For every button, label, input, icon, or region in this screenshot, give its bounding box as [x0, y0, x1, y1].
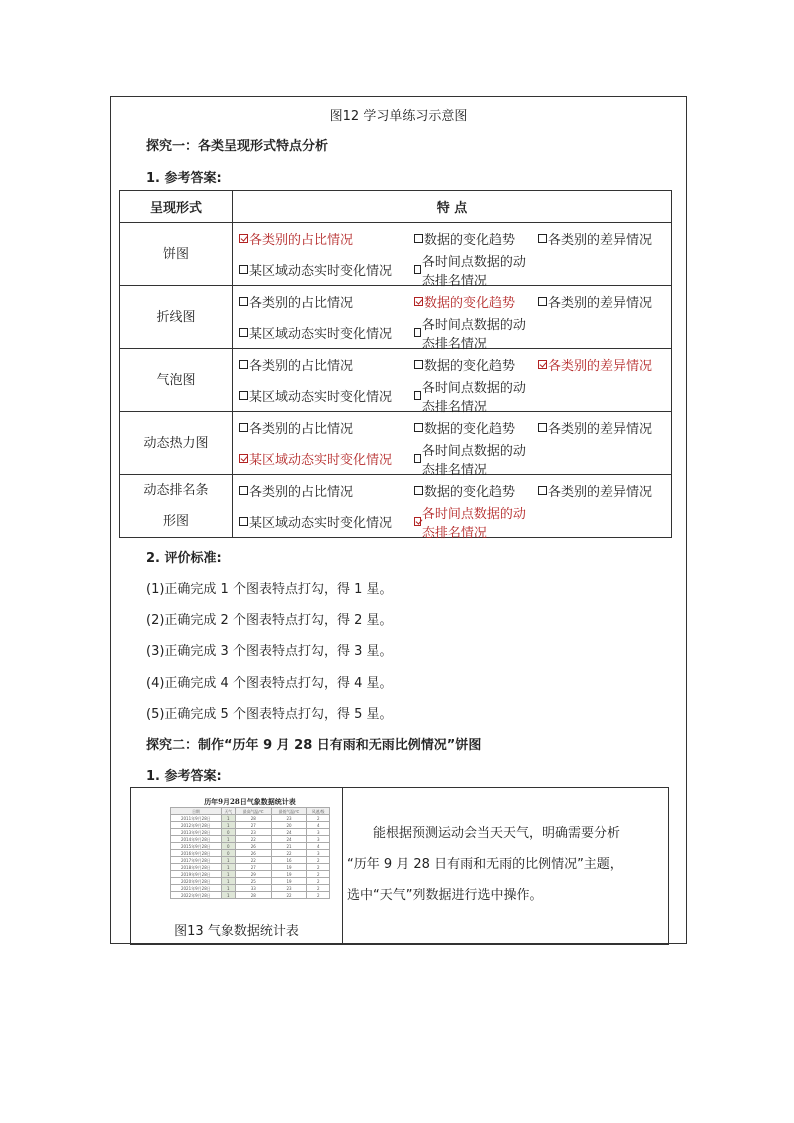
table-row: [120, 475, 672, 538]
table-row: [120, 349, 672, 412]
thumbnail-cell: 19: [271, 871, 307, 878]
thumbnail-cell: 21: [271, 843, 307, 850]
checkbox-icon[interactable]: [239, 486, 248, 495]
thumbnail-cell: 1: [221, 878, 235, 885]
thumbnail-row: [171, 857, 330, 864]
thumbnail-row: [171, 885, 330, 892]
thumbnail-cell: 16: [271, 857, 307, 864]
checked-checkbox-icon[interactable]: [414, 517, 421, 526]
worksheet-frame: [110, 96, 687, 944]
checkbox-icon[interactable]: [414, 265, 421, 274]
section2-answer-label: 1. 参考答案:: [146, 769, 222, 784]
header-features: 特 点: [233, 191, 672, 223]
checkbox-icon[interactable]: [239, 328, 248, 337]
option-label: 某区域动态实时变化情况: [249, 327, 393, 342]
options-line: [233, 286, 671, 317]
option-item[interactable]: [414, 251, 538, 289]
eval-label: 2. 评价标准:: [146, 551, 222, 566]
option-label: 某区域动态实时变化情况: [249, 264, 393, 279]
option-label: 各时间点数据的动态排名情况: [421, 380, 526, 415]
options-line: [233, 443, 671, 478]
options-line: [233, 506, 671, 541]
option-item[interactable]: [414, 377, 538, 415]
option-label: 某区域动态实时变化情况: [249, 516, 393, 531]
options-line: [233, 254, 671, 289]
answer-box: [130, 787, 669, 945]
option-label: 各类别的占比情况: [249, 296, 354, 311]
thumbnail-header-row: [171, 808, 330, 815]
chart-form-cell: [120, 349, 233, 412]
option-item[interactable]: [538, 292, 652, 311]
option-item[interactable]: [414, 292, 538, 311]
option-item[interactable]: [414, 355, 538, 374]
option-item[interactable]: [414, 440, 538, 478]
thumbnail-row: [171, 843, 330, 850]
thumbnail-cell: 0: [221, 829, 235, 836]
thumbnail-cell: 22: [271, 892, 307, 899]
figure-caption: 图13 气象数据统计表: [174, 924, 299, 939]
thumbnail-cell: 2: [307, 885, 330, 892]
checkbox-icon[interactable]: [239, 423, 248, 432]
thumbnail-row: [171, 878, 330, 885]
chart-form-cell: [120, 475, 233, 538]
thumbnail-cell: 2016年9月28日: [171, 850, 222, 857]
option-item[interactable]: [239, 355, 414, 374]
criterion-4: (4)正确完成 4 个图表特点打勾，得 4 星。: [146, 676, 393, 691]
thumbnail-cell: 27: [235, 822, 271, 829]
chart-form-cell: [120, 412, 233, 475]
option-item[interactable]: [239, 481, 414, 500]
thumbnail-cell: 25: [235, 878, 271, 885]
options-line: [233, 223, 671, 254]
chart-form-cell: [120, 286, 233, 349]
option-item[interactable]: [538, 229, 652, 248]
thumbnail-header-cell: 最低气温/℃: [271, 808, 307, 815]
option-item[interactable]: [538, 418, 652, 437]
thumbnail-cell: 2015年9月28日: [171, 843, 222, 850]
thumbnail-cell: 4: [307, 843, 330, 850]
option-item[interactable]: [538, 481, 652, 500]
thumbnail-cell: 3: [307, 829, 330, 836]
option-item[interactable]: [414, 314, 538, 352]
thumbnail-row: [171, 892, 330, 899]
thumbnail-cell: 2020年9月28日: [171, 878, 222, 885]
chart-form-cell: [120, 223, 233, 286]
option-label: 各时间点数据的动态排名情况: [421, 443, 526, 478]
criterion-1: (1)正确完成 1 个图表特点打勾，得 1 星。: [146, 582, 393, 597]
thumbnail-cell: 1: [221, 857, 235, 864]
thumbnail-row: [171, 850, 330, 857]
thumbnail-cell: 2017年9月28日: [171, 857, 222, 864]
options-line: [233, 317, 671, 352]
thumbnail-cell: 2021年9月28日: [171, 885, 222, 892]
thumbnail-row: [171, 829, 330, 836]
thumbnail-cell: 1: [221, 822, 235, 829]
thumbnail-cell: 1: [221, 885, 235, 892]
option-label: 各类别的差异情况: [548, 359, 653, 374]
thumbnail-cell: 2011年9月28日: [171, 815, 222, 822]
thumbnail-cell: 1: [221, 815, 235, 822]
thumbnail-row: [171, 864, 330, 871]
options-line: [233, 412, 671, 443]
thumbnail-cell: 26: [235, 843, 271, 850]
description-line-2: “历年 9 月 28 日有雨和无雨的比例情况”主题，: [347, 857, 623, 872]
table-header-row: [120, 191, 672, 223]
section2-heading: 探究二：制作“历年 9 月 28 日有雨和无雨比例情况”饼图: [146, 738, 482, 753]
criterion-5: (5)正确完成 5 个图表特点打勾，得 5 星。: [146, 707, 393, 722]
options-cell: [233, 349, 672, 415]
option-label: 数据的变化趋势: [424, 296, 516, 311]
thumbnail-cell: 1: [221, 836, 235, 843]
thumbnail-cell: 2: [307, 815, 330, 822]
thumbnail-title: 历年9月28日气象数据统计表: [204, 797, 296, 806]
thumbnail-cell: 20: [271, 822, 307, 829]
thumbnail-row: [171, 836, 330, 843]
checkbox-icon[interactable]: [414, 234, 423, 243]
thumbnail-cell: 2: [307, 892, 330, 899]
thumbnail-header-cell: 日期: [171, 808, 222, 815]
option-label: 各类别的占比情况: [249, 485, 354, 500]
checkbox-icon[interactable]: [239, 517, 248, 526]
option-label: 数据的变化趋势: [424, 422, 516, 437]
description-cell: [343, 788, 668, 944]
checked-checkbox-icon[interactable]: [414, 297, 423, 306]
option-label: 各类别的差异情况: [548, 233, 653, 248]
option-item[interactable]: [414, 229, 538, 248]
option-label: 各时间点数据的动态排名情况: [421, 506, 526, 541]
option-label: 各类别的差异情况: [548, 422, 653, 437]
thumbnail-cell: 22: [271, 850, 307, 857]
thumbnail-cell: 2022年9月28日: [171, 892, 222, 899]
checkbox-icon[interactable]: [414, 454, 421, 463]
thumbnail-cell: 3: [307, 850, 330, 857]
thumbnail-cell: 2: [307, 878, 330, 885]
weather-table-thumbnail: [170, 796, 330, 908]
thumbnail-cell: 28: [235, 892, 271, 899]
chart-form-label: 动态排名条: [143, 483, 209, 498]
checkbox-icon[interactable]: [538, 486, 547, 495]
thumbnail-cell: 2014年9月28日: [171, 836, 222, 843]
option-label: 各类别的占比情况: [249, 422, 354, 437]
thumbnail-cell: 22: [235, 857, 271, 864]
options-cell: [233, 475, 672, 541]
option-label: 各时间点数据的动态排名情况: [421, 317, 526, 352]
options-line: [233, 475, 671, 506]
thumbnail-cell: 4: [307, 822, 330, 829]
thumbnail-cell: 0: [221, 843, 235, 850]
thumbnail-cell: 23: [235, 829, 271, 836]
options-line: [233, 349, 671, 380]
checkbox-icon[interactable]: [414, 360, 423, 369]
thumbnail-cell: 0: [221, 850, 235, 857]
section1-answer-label: 1. 参考答案:: [146, 171, 222, 186]
checkbox-icon[interactable]: [414, 328, 421, 337]
thumbnail-cell: 2018年9月28日: [171, 864, 222, 871]
section1-heading: 探究一：各类呈现形式特点分析: [146, 139, 329, 154]
option-item[interactable]: [414, 418, 538, 437]
figure-title: 图12 学习单练习示意图: [329, 109, 468, 124]
thumbnail-cell: 2012年9月28日: [171, 822, 222, 829]
thumbnail-cell: 2: [307, 871, 330, 878]
checked-checkbox-icon[interactable]: [239, 234, 248, 243]
table-row: [120, 286, 672, 349]
thumbnail-cell: 2: [307, 864, 330, 871]
thumbnail-header-cell: 风速/级: [307, 808, 330, 815]
option-label: 各类别的差异情况: [548, 296, 653, 311]
thumbnail-cell: 2: [307, 857, 330, 864]
option-item[interactable]: [239, 418, 414, 437]
header-form: 呈现形式: [120, 191, 233, 223]
criterion-2: (2)正确完成 2 个图表特点打勾，得 2 星。: [146, 613, 393, 628]
thumbnail-cell: 27: [235, 864, 271, 871]
thumbnail-cell: 1: [221, 864, 235, 871]
option-label: 各类别的占比情况: [249, 233, 354, 248]
thumbnail-row: [171, 822, 330, 829]
thumbnail-cell: 28: [235, 815, 271, 822]
checkbox-icon[interactable]: [414, 423, 423, 432]
option-label: 各类别的差异情况: [548, 485, 653, 500]
thumbnail-cell: 33: [235, 885, 271, 892]
thumbnail-cell: 22: [235, 836, 271, 843]
description-line-3: 选中“天气”列数据进行选中操作。: [347, 888, 543, 903]
chart-form-label: 动态热力图: [143, 435, 209, 451]
option-item[interactable]: [414, 503, 538, 541]
option-label: 某区域动态实时变化情况: [249, 453, 393, 468]
figure-cell: [131, 788, 343, 944]
checkbox-icon[interactable]: [239, 391, 248, 400]
checked-checkbox-icon[interactable]: [239, 454, 248, 463]
option-item[interactable]: [239, 260, 414, 279]
table-row: [120, 412, 672, 475]
thumbnail-header-cell: 最高气温/℃: [235, 808, 271, 815]
thumbnail-cell: 23: [271, 815, 307, 822]
thumbnail-header-cell: 天气: [221, 808, 235, 815]
option-item[interactable]: [239, 512, 414, 531]
option-item[interactable]: [239, 292, 414, 311]
options-cell: [233, 223, 672, 289]
option-item[interactable]: [239, 449, 414, 468]
options-line: [233, 380, 671, 415]
description-line-1: 能根据预测运动会当天天气，明确需要分析: [347, 826, 621, 841]
chart-form-label: 饼图: [162, 246, 189, 262]
thumbnail-cell: 19: [271, 878, 307, 885]
thumbnail-cell: 24: [271, 829, 307, 836]
thumbnail-cell: 1: [221, 892, 235, 899]
option-item[interactable]: [239, 386, 414, 405]
checkbox-icon[interactable]: [239, 297, 248, 306]
features-table: [119, 190, 672, 541]
checkbox-icon[interactable]: [538, 234, 547, 243]
thumbnail-cell: 2019年9月28日: [171, 871, 222, 878]
thumbnail-cell: 23: [271, 885, 307, 892]
option-item[interactable]: [239, 229, 414, 248]
checkbox-icon[interactable]: [239, 360, 248, 369]
options-cell: [233, 286, 672, 352]
option-label: 数据的变化趋势: [424, 359, 516, 374]
option-label: 各类别的占比情况: [249, 359, 354, 374]
chart-form-label: 折线图: [156, 309, 196, 325]
option-item[interactable]: [239, 323, 414, 342]
table-row: [120, 223, 672, 286]
thumbnail-cell: 2013年9月28日: [171, 829, 222, 836]
thumbnail-cell: 3: [307, 836, 330, 843]
option-label: 某区域动态实时变化情况: [249, 390, 393, 405]
thumbnail-cell: 26: [235, 850, 271, 857]
thumbnail-cell: 29: [235, 871, 271, 878]
thumbnail-row: [171, 815, 330, 822]
option-label: 数据的变化趋势: [424, 485, 516, 500]
checkbox-icon[interactable]: [414, 486, 423, 495]
option-label: 各时间点数据的动态排名情况: [421, 254, 526, 289]
criterion-3: (3)正确完成 3 个图表特点打勾，得 3 星。: [146, 644, 393, 659]
option-item[interactable]: [414, 481, 538, 500]
checkbox-icon[interactable]: [538, 297, 547, 306]
thumbnail-row: [171, 871, 330, 878]
chart-form-label: 气泡图: [156, 372, 196, 388]
thumbnail-cell: 24: [271, 836, 307, 843]
option-item[interactable]: [538, 355, 652, 374]
option-label: 数据的变化趋势: [424, 233, 516, 248]
checkbox-icon[interactable]: [239, 265, 248, 274]
chart-form-label: 形图: [162, 514, 189, 529]
thumbnail-cell: 19: [271, 864, 307, 871]
checkbox-icon[interactable]: [538, 423, 547, 432]
checked-checkbox-icon[interactable]: [538, 360, 547, 369]
options-cell: [233, 412, 672, 478]
checkbox-icon[interactable]: [414, 391, 421, 400]
thumbnail-cell: 1: [221, 871, 235, 878]
